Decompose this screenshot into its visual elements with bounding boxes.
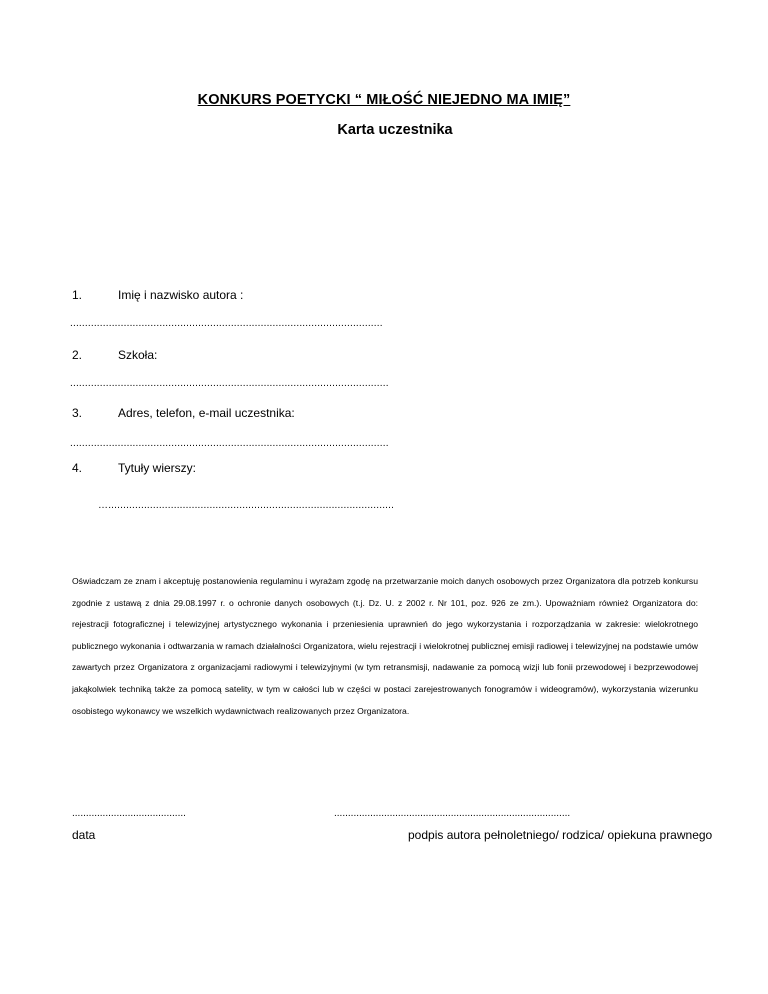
author-name-label: Imię i nazwisko autora : [118,288,244,302]
date-label: data [72,828,96,842]
page-subtitle: Karta uczestnika [337,122,453,138]
field-number: 3. [72,406,83,420]
field-number: 2. [72,348,83,362]
signature-label: podpis autora pełnoletniego/ rodzica/ opiekuna prawnego [408,828,713,842]
poem-titles-blank-line: …................................................................................................ [98,500,395,511]
consent-declaration: Oświadczam ze znam i akceptuję postanowienia regulaminu i wyrażam zgodę na przetwarzanie moich danych osobowych przez Organizatora dla potrzeb konkursu zgodnie z ustawą z dnia 29.08.1997 r. o ochronie danych osobowych (t.j. Dz. U. z 2002 r. Nr 101, poz. 926 ze zm.). Upoważniam również Organizatora do: rejestracji fotograficznej i telewizyjnej artystycznego wykonania i przeniesienia uprawnień do jego wykorzystania i rozporządzania w zakresie: wielokrotnego publicznego wykonania i odtwarzania w ramach działalności Organizatora, wielu rejestracji i wielokrotnej publicznej emisji radiowej i telewizyjnej na podstawie umów zawartych przez Organizatora z organizacjami radiowymi i telewizyjnymi (w tym retransmisji, nadawanie za pomocą wizji lub fonii przewodowej i bezprzewodowej jakąkolwiek techniką także za pomocą satelity, w tym w całości lub w części w postaci zarejestrowanych fonogramów i wideogramów), wykorzystania wizerunku osobistego wykonawcy we wszelkich wydawnictwach realizowanych przez Organizatora. [72,576,698,716]
school-blank-line: ........................................................................................................... [70,378,389,389]
poem-titles-label: Tytuły wierszy: [118,461,197,475]
school-label: Szkoła: [118,348,158,362]
contact-label: Adres, telefon, e-mail uczestnika: [118,406,295,420]
contact-blank-line: ........................................................................................................... [70,438,389,449]
field-number: 4. [72,461,83,475]
author-name-blank-line: ......................................................................................................... [70,318,383,329]
date-blank-line: ......................................... [72,808,186,819]
signature-blank-line: ..................................................................................... [334,808,571,819]
page-title: KONKURS POETYCKI “ MIŁOŚĆ NIEJEDNO MA IMIĘ” [197,92,571,108]
field-number: 1. [72,288,83,302]
